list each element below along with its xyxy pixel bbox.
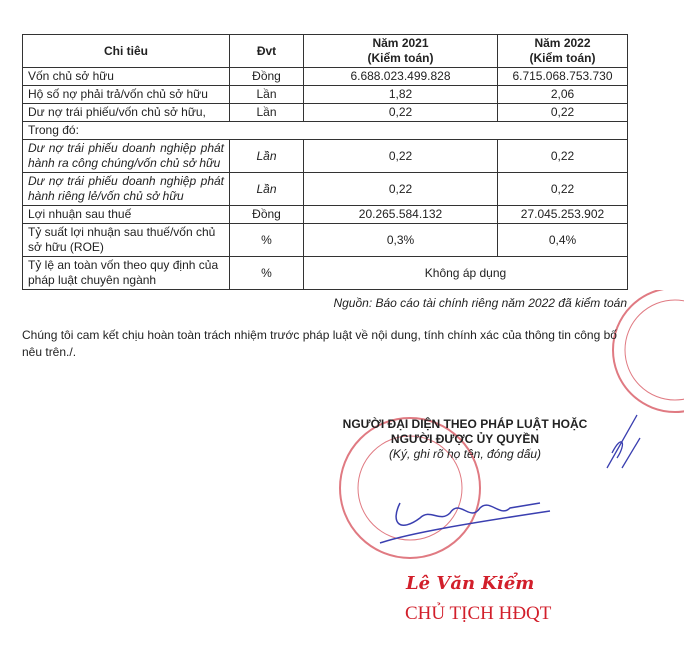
table-row	[23, 173, 628, 206]
row-unit: Đồng	[230, 206, 304, 224]
value-2021: 0,22	[304, 104, 498, 122]
signer-title: CHỦ TỊCH HĐQT	[405, 603, 552, 624]
value-2022: 0,22	[498, 140, 628, 173]
table-header-row	[23, 35, 628, 68]
value-2021: 20.265.584.132	[304, 206, 498, 224]
table-row	[23, 224, 628, 257]
table-row	[23, 122, 628, 140]
value-2022: 6.715.068.753.730	[498, 68, 628, 86]
value-2021: 6.688.023.499.828	[304, 68, 498, 86]
value-2022: 27.045.253.902	[498, 206, 628, 224]
row-label: Dư nợ trái phiếu/vốn chủ sở hữu,	[23, 104, 230, 122]
value-2022: 0,22	[498, 173, 628, 206]
source-note: Nguồn: Báo cáo tài chính riêng năm 2022 đã kiểm toán	[333, 296, 627, 310]
signer-role-line2: NGƯỜI ĐƯỢC ỦY QUYỀN	[390, 432, 540, 446]
row-label: Dư nợ trái phiếu doanh nghiệp phát hành riêng lẻ/vốn chủ sở hữu	[23, 173, 230, 206]
row-label: Trong đó:	[23, 122, 628, 140]
value-2021: 1,82	[304, 86, 498, 104]
value-2021: 0,22	[304, 173, 498, 206]
signature-note: (Ký, ghi rõ họ tên, đóng dấu)	[388, 447, 542, 461]
table-row	[23, 140, 628, 173]
signer-role-line1: NGƯỜI ĐẠI DIỆN THEO PHÁP LUẬT HOẶC	[342, 417, 588, 431]
row-unit: %	[230, 257, 304, 290]
header-2021: Năm 2021 (Kiểm toán)	[304, 35, 498, 68]
row-unit: %	[230, 224, 304, 257]
table-row	[23, 104, 628, 122]
value-2021: 0,3%	[304, 224, 498, 257]
value-2021: 0,22	[304, 140, 498, 173]
value-2022: 0,22	[498, 104, 628, 122]
signature-area	[22, 417, 662, 637]
row-label: Lợi nhuận sau thuế	[23, 206, 230, 224]
header-unit: Đvt	[230, 35, 304, 68]
row-unit: Lần	[230, 104, 304, 122]
table-row	[23, 68, 628, 86]
financial-indicators-table	[22, 34, 628, 290]
row-label: Vốn chủ sở hữu	[23, 68, 230, 86]
row-label: Tỷ lệ an toàn vốn theo quy định của pháp luật chuyên ngành	[23, 257, 230, 290]
row-unit: Đồng	[230, 68, 304, 86]
row-label: Hộ số nợ phải trả/vốn chủ sở hữu	[23, 86, 230, 104]
row-label: Dư nợ trái phiếu doanh nghiệp phát hành ra công chúng/vốn chủ sở hữu	[23, 140, 230, 173]
signer-name: Lê Văn Kiểm	[406, 573, 535, 594]
row-unit: Lần	[230, 140, 304, 173]
commitment-text: Chúng tôi cam kết chịu hoàn toàn trách nhiệm trước pháp luật về nội dung, tính chính xác của thông tin công bố nêu trên./.	[22, 328, 617, 359]
row-unit: Lần	[230, 86, 304, 104]
header-indicator: Chi tiêu	[23, 35, 230, 68]
value-merged: Không áp dụng	[304, 257, 628, 290]
value-2022: 0,4%	[498, 224, 628, 257]
table-row	[23, 206, 628, 224]
row-unit: Lần	[230, 173, 304, 206]
header-2022: Năm 2022 (Kiểm toán)	[498, 35, 628, 68]
row-label: Tỷ suất lợi nhuận sau thuế/vốn chủ sở hữu (ROE)	[23, 224, 230, 257]
table-row	[23, 86, 628, 104]
value-2022: 2,06	[498, 86, 628, 104]
handwritten-signature	[370, 473, 570, 553]
table-row	[23, 257, 628, 290]
signature-block	[310, 417, 620, 462]
